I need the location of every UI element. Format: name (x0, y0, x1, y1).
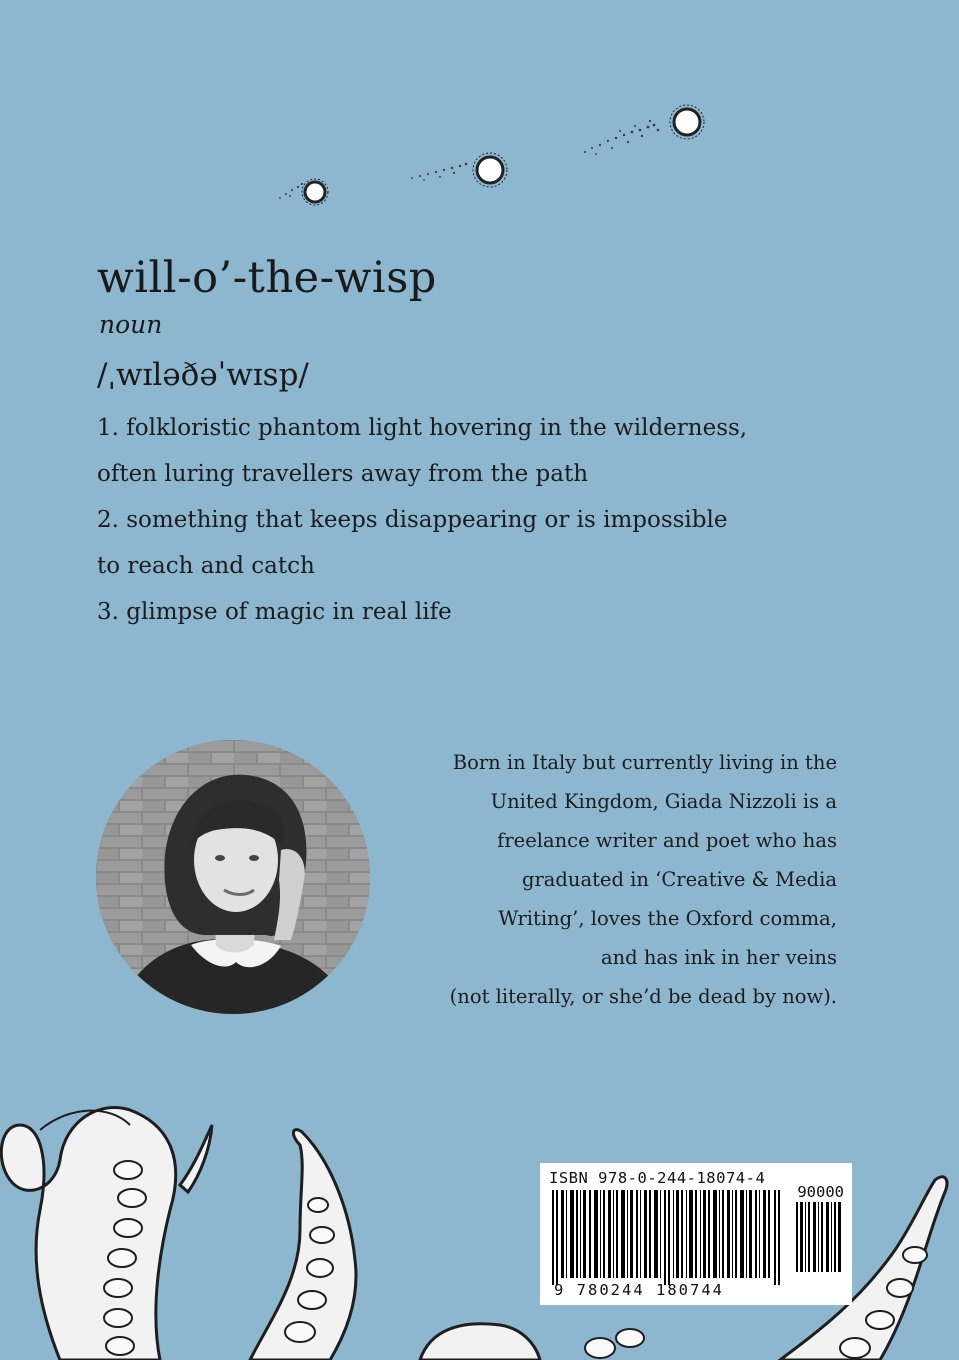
bio-line: Born in Italy but currently living in the (452, 751, 837, 774)
wisp-orbs-illustration (240, 90, 740, 220)
tentacle-left (1, 1107, 175, 1360)
definition-line: 1. folkloristic phantom light hovering in the wilderness, (97, 415, 748, 441)
definition-line: 2. something that keeps disappearing or is impossible (97, 507, 728, 533)
wisp-trail-dots (279, 120, 659, 199)
bio-line: United Kingdom, Giada Nizzoli is a (490, 790, 837, 813)
definition-list (97, 405, 857, 635)
bio-line: (not literally, or she’d be dead by now). (449, 985, 837, 1008)
headword: will-o’-the-wisp (97, 253, 437, 303)
author-bio (317, 743, 837, 1016)
isbn-label: ISBN 978-0-244-18074-4 (549, 1169, 766, 1187)
definition-line: to reach and catch (97, 553, 315, 579)
bio-line: graduated in ‘Creative & Media (522, 868, 837, 891)
isbn-barcode (540, 1163, 852, 1305)
price-code: 90000 (797, 1183, 844, 1201)
bio-line: Writing’, loves the Oxford comma, (498, 907, 837, 930)
barcode-bars-icon (550, 1190, 790, 1285)
barcode-number: 9 780244 180744 (554, 1281, 724, 1299)
addon-bars-icon (795, 1202, 845, 1272)
wisp-orb-left (302, 179, 328, 205)
bio-line: and has ink in her veins (600, 946, 837, 969)
definition-line: often luring travellers away from the path (97, 461, 589, 487)
part-of-speech: noun (99, 310, 163, 339)
definition-line: 3. glimpse of magic in real life (97, 599, 452, 625)
bio-line: freelance writer and poet who has (497, 829, 837, 852)
pronunciation: /ˌwɪləðəˈwɪsp/ (97, 357, 309, 393)
wisp-orb-middle (473, 153, 507, 187)
wisp-orb-right (670, 105, 704, 139)
